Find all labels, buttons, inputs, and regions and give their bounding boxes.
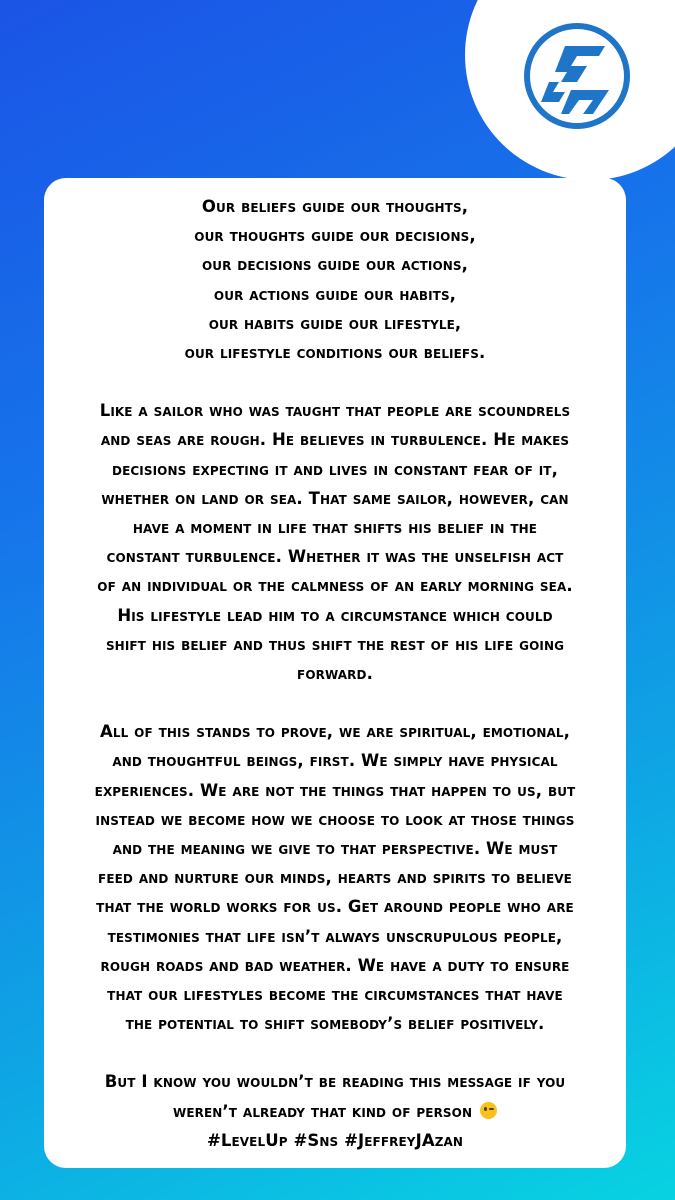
text-line: forward. — [297, 664, 373, 684]
text-line: our thoughts guide our decisions, — [194, 226, 476, 246]
text-line: testimonies that life isn’t always unscrupulous people, — [107, 926, 563, 946]
text-line: Our beliefs guide our thoughts, — [201, 197, 469, 216]
text-line: that our lifestyles become the circumstances that have — [107, 985, 563, 1005]
text-line: All of this stands to prove, we are spiritual, emotional, — [99, 722, 571, 742]
paragraph-3 — [56, 717, 614, 1038]
text-line: and seas are rough. He believes in turbulence. He makes — [100, 430, 570, 450]
text-line: His lifestyle lead him to a circumstance which could — [117, 605, 553, 625]
winking-face-icon — [480, 1102, 497, 1119]
text-line: our lifestyle conditions our beliefs. — [184, 343, 486, 363]
message-card — [44, 178, 626, 1168]
text-line — [56, 1097, 614, 1126]
text-line: our actions guide our habits, — [213, 284, 457, 304]
text-line: constant turbulence. Whether it was the unselfish act — [106, 547, 564, 567]
text-span: weren’t already that kind of person — [173, 1101, 473, 1121]
text-line: decisions expecting it and lives in constant fear of it, — [112, 459, 558, 479]
text-line: the potential to shift somebody’s belief positively. — [125, 1014, 545, 1034]
text-line: have a moment in life that shifts his belief in the — [132, 518, 538, 538]
hashtags: #LevelUp #Sns #JeffreyJAzan — [206, 1130, 464, 1150]
text-line: whether on land or sea. That same sailor, however, can — [101, 488, 569, 508]
text-line: rough roads and bad weather. We have a duty to ensure — [100, 955, 570, 975]
text-line: instead we become how we choose to look at those things — [95, 809, 575, 829]
text-line: experiences. We are not the things that happen to us, but — [94, 780, 576, 800]
paragraph-4 — [56, 1067, 614, 1155]
text-line: and the meaning we give to that perspective. We must — [112, 839, 558, 859]
text-line: shift his belief and thus shift the rest of his life going — [105, 634, 565, 654]
text-line: But I know you wouldn’t be reading this message if you — [104, 1072, 566, 1092]
paragraph-1 — [56, 192, 614, 367]
text-line: of an individual or the calmness of an early morning sea. — [97, 576, 573, 596]
text-line: feed and nurture our minds, hearts and spirits to believe — [98, 868, 572, 888]
text-line: our habits guide our lifestyle, — [208, 313, 462, 333]
paragraph-2 — [56, 396, 614, 688]
text-line: our decisions guide our actions, — [201, 255, 469, 275]
sns-logo-icon — [521, 20, 633, 132]
text-line: that the world works for us. Get around people who are — [96, 897, 574, 917]
text-line: and thoughtful beings, first. We simply have physical — [112, 751, 558, 771]
text-line: Like a sailor who was taught that people are scoundrels — [99, 401, 571, 421]
